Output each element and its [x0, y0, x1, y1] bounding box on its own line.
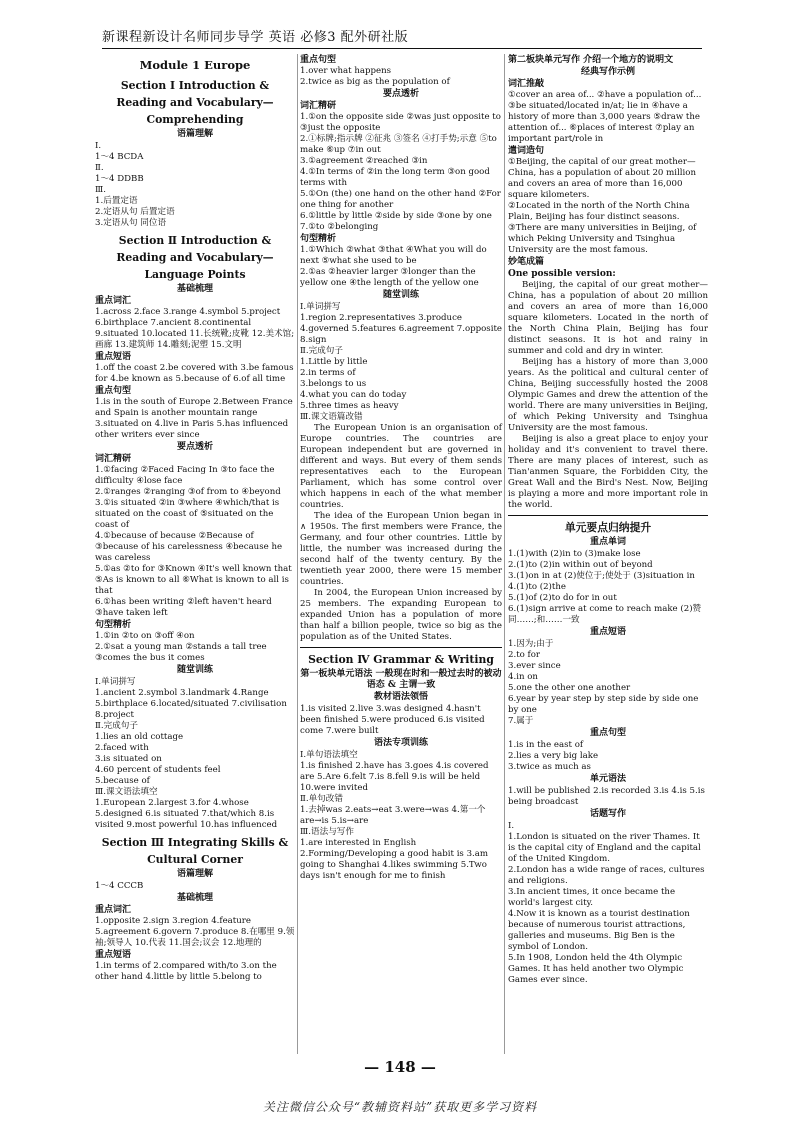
answer-line: 1.①facing ②Faced Facing In ③to face the difficulty ④lose face: [95, 465, 275, 486]
answer-line: 1.region 2.representatives 3.produce 4.governed 5.features 6.agreement 7.opposite 8.sign: [300, 313, 502, 345]
answer-line: 2.in terms of: [300, 368, 356, 378]
answer-line: 5.one the other one another: [508, 683, 631, 693]
answer-line: 5.In 1908, London held the 4th Olympic Games. It has held another two Olympic Games ever since.: [508, 953, 684, 985]
answer-line: 2.faced with: [95, 743, 149, 753]
answer-line: ③There are many universities in Beijing, of which Peking University and Tsinghua University are the most famous.: [508, 223, 697, 255]
answer-column-1: [95, 54, 295, 983]
answer-line: 1～4 CCCB: [95, 881, 144, 891]
answer-line: 4.Now it is known as a tourist destination because of numerous tourist attractions, galleries and museums. Big Ben is the symbol of London.: [508, 909, 690, 952]
answer-line: 1.are interested in English 2.Forming/Developing a good habit is 3.am going to Shanghai 4.likes swimming 5.Two days isn't enough for me to finish: [300, 838, 489, 881]
answer-line: 1.①Which ②what ③that ④What you will do next ⑤what she used to be: [300, 245, 487, 266]
subheading: 重点短语: [589, 627, 626, 637]
subheading: 教材语法领悟: [373, 692, 428, 702]
answer-line: 7.①to ②belonging: [300, 222, 379, 232]
answer-line: 3.①agreement ②reached ③in: [300, 156, 428, 166]
answer-line: 1.①on the opposite side ②was just opposite to ③just the opposite: [300, 112, 501, 133]
subheading: 要点透析: [176, 442, 213, 452]
answer-column-2: [300, 54, 502, 882]
answer-line: 5.①as ②to for ③Known ④It's well known that ⑤As is known to all ⑥What is known to all is that: [95, 564, 292, 596]
answer-line: 4.what you can do today: [300, 390, 407, 400]
answer-line: 1.is in the east of: [508, 740, 584, 750]
answer-line: 5.three times as heavy: [300, 401, 399, 411]
label: One possible version:: [508, 269, 616, 279]
answer-line: 2.①标牌;指示牌 ②征兆 ③签名 ④打手势;示意 ⑤to make ⑥up ⑦in out: [300, 134, 497, 155]
answer-line: Ⅲ.语法与写作: [300, 827, 354, 837]
answer-line: Ⅱ.完成句子: [300, 346, 343, 356]
subheading: 话题写作: [589, 809, 626, 819]
answer-line: 1.后置定语: [95, 196, 138, 206]
answer-line: 1.ancient 2.symbol 3.landmark 4.Range 5.birthplace 6.located/situated 7.civilisation 8.project: [95, 688, 287, 720]
answer-line: 1.lies an old cottage: [95, 732, 184, 742]
section-heading: Section Ⅱ Introduction & Reading and Vocabulary—Language Points: [116, 234, 274, 281]
answer-column-3: [508, 54, 708, 986]
label: 句型精析: [300, 234, 337, 244]
answer-line: 3.twice as much as: [508, 762, 591, 772]
subheading: 语篇理解: [176, 129, 213, 139]
answer-line: 7.属于: [508, 716, 534, 726]
answer-line: Ⅰ.: [508, 821, 515, 831]
label: 句型精析: [95, 620, 132, 630]
answer-line: 2.(1)to (2)in within out of beyond: [508, 560, 653, 570]
paragraph: In 2004, the European Union increased by 25 members. The expanding European to expanded Union has a population of more than half a billion people, twice so big as the population as of the United States.: [300, 588, 502, 642]
answer-line: 3.ever since: [508, 661, 561, 671]
answer-line: 6.①has been writing ②left haven't heard ③have taken left: [95, 597, 272, 618]
answer-line: Ⅰ.单词拼写: [300, 302, 341, 312]
answer-line: 1.Little by little: [300, 357, 368, 367]
label: 遣词造句: [508, 146, 545, 156]
answer-line: 3.is situated on: [95, 754, 162, 764]
answer-line: 3.①is situated ②in ③where ④which/that is situated on the coast of ⑤situated on the coast of: [95, 498, 280, 530]
section-heading: Section Ⅰ Introduction & Reading and Vocabulary—Comprehending: [116, 79, 274, 126]
page-header: 新课程新设计名师同步导学 英语 必修3 配外研社版: [102, 26, 702, 49]
label: 重点词汇: [95, 905, 132, 915]
section-rule: [508, 515, 708, 516]
subheading: 基础梳理: [176, 893, 213, 903]
module-title: Module 1 Europe: [139, 58, 251, 72]
answer-line: 5.because of: [95, 776, 150, 786]
answer-line: 1.去掉was 2.eats→eat 3.were→was 4.第一个are→is 5.is→are: [300, 805, 486, 826]
answer-line: 2.定语从句 后置定语: [95, 207, 175, 217]
answer-line: 4.①because of because ②Because of ③because of his carelessness ④because he was careless: [95, 531, 283, 563]
answer-line: 2.lies a very big lake: [508, 751, 599, 761]
answer-line: 1.is visited 2.live 3.was designed 4.hasn't been finished 5.were produced 6.is visited come 7.were built: [300, 704, 485, 736]
answer-line: ①cover an area of... ②have a population of... ③be situated/located in/at; lie in ④have a history of more than 3,000 years ⑤draw the attention of... ⑥places of interest ⑦play an important part/role in: [508, 90, 702, 144]
answer-line: Ⅰ.: [95, 141, 102, 151]
answer-line: 2.London has a wide range of races, cultures and religions.: [508, 865, 705, 886]
paragraph: The European Union is an organisation of Europe countries. The countries are European independent but are governed in different and ways. But every of them sends representatives each to the European Parliament, which has some control over which happens in each of the what member countries.: [300, 423, 502, 510]
answer-line: 1.(1)with (2)in to (3)make lose: [508, 549, 641, 559]
subheading: 语法专项训练: [373, 738, 428, 748]
answer-line: 5.(1)of (2)to do for in out: [508, 593, 617, 603]
answer-line: 1.European 2.largest 3.for 4.whose 5.designed 6.is situated 7.that/which 8.is visited 9.most powerful 10.has influenced: [95, 798, 278, 830]
column-divider: [504, 54, 505, 1054]
paragraph: The idea of the European Union began in ∧ 1950s. The first members were France, the Germany, and four other countries. Little by little, the number was increased during the second half of the twenty century. By the twentieth year 2000, there were 15 member countries.: [300, 511, 502, 587]
answer-line: 1.因为;由于: [508, 639, 554, 649]
answer-line: 1.will be published 2.is recorded 3.is 4.is 5.is being broadcast: [508, 786, 705, 807]
answer-line: 6.(1)sign arrive at come to reach make (2)赞同……;和……一致: [508, 604, 702, 625]
answer-line: 1.in terms of 2.compared with/to 3.on the other hand 4.little by little 5.belong to: [95, 961, 277, 982]
paragraph: Beijing, the capital of our great mother—China, has a population of about 20 million and covers an area of more than 16,000 square kilometers. Located in the north of the North China Plain, Beijing has four distinct seasons. It is hot and rainy in summer and cold and dry in winter.: [508, 280, 708, 356]
answer-line: 4.in on: [508, 672, 538, 682]
section-heading: 单元要点归纳提升: [564, 521, 652, 534]
section-heading: Section Ⅳ Grammar & Writing: [308, 653, 494, 666]
answer-line: Ⅲ.课文语篇改错: [300, 412, 363, 422]
answer-line: Ⅱ.: [95, 163, 104, 173]
subheading: 第一板块单元语法 一般现在时和一般过去时的被动语态 & 主谓一致: [300, 669, 502, 690]
answer-line: 6.year by year step by step side by side one by one: [508, 694, 699, 715]
section-heading: Section Ⅲ Integrating Skills & Cultural Corner: [101, 836, 289, 866]
answer-line: 1.off the coast 2.be covered with 3.be famous for 4.be known as 5.because of 6.of all time: [95, 363, 294, 384]
subheading: 随堂训练: [176, 665, 213, 675]
subheading: 单元语法: [589, 774, 626, 784]
answer-line: 2.twice as big as the population of: [300, 77, 450, 87]
answer-line: 1～4 DDBB: [95, 174, 144, 184]
label: 词汇精研: [95, 454, 132, 464]
answer-line: 1～4 BCDA: [95, 152, 144, 162]
label: 重点词汇: [95, 296, 132, 306]
subheading: 要点透析: [382, 89, 419, 99]
answer-line: 4.①In terms of ②in the long term ③on good terms with: [300, 167, 490, 188]
answer-line: 6.①little by little ②side by side ③one by one: [300, 211, 492, 221]
subheading: 基础梳理: [176, 284, 213, 294]
answer-line: Ⅲ.: [95, 185, 107, 195]
label: 词汇推敲: [508, 79, 545, 89]
label: 重点句型: [95, 386, 132, 396]
subheading: 随堂训练: [382, 290, 419, 300]
answer-line: 5.①On (the) one hand on the other hand ②For one thing for another: [300, 189, 501, 210]
label: 词汇精研: [300, 101, 337, 111]
answer-line: 2.①ranges ②ranging ③of from to ④beyond: [95, 487, 281, 497]
subheading: 语篇理解: [176, 869, 213, 879]
answer-line: Ⅰ.单句语法填空: [300, 750, 358, 760]
answer-line: 1.is finished 2.have has 3.goes 4.is covered are 5.Are 6.felt 7.is 8.fell 9.is will be held 10.were invited: [300, 761, 489, 793]
page-number: — 148 —: [364, 1058, 436, 1076]
label: 妙笔成篇: [508, 257, 545, 267]
label: 重点短语: [95, 352, 132, 362]
answer-line: 1.across 2.face 3.range 4.symbol 5.project 6.birthplace 7.ancient 8.continental 9.situated 10.located 11.长统靴;皮靴 12.美术馆;画廊 13.建筑师 14.雕刻;泥塑 15.文明: [95, 307, 295, 350]
answer-line: 1.opposite 2.sign 3.region 4.feature 5.agreement 6.govern 7.produce 8.在哪里 9.领袖;领导人 10.代表 11.国会;议会 12.地理的: [95, 916, 295, 948]
answer-line: 3.定语从句 同位语: [95, 218, 167, 228]
answer-line: 1.is in the south of Europe 2.Between France and Spain is another mountain range 3.situated on 4.live in Paris 5.has influenced other writers ever since: [95, 397, 293, 440]
answer-line: 3.In ancient times, it once became the world's largest city.: [508, 887, 676, 908]
answer-line: 3.belongs to us: [300, 379, 367, 389]
label: 重点句型: [300, 55, 337, 65]
answer-line: 1.①in ②to on ③off ④on: [95, 631, 195, 641]
subheading: 经典写作示例: [580, 67, 635, 77]
answer-line: 2.①as ②heavier larger ③longer than the yellow one ④the length of the yellow one: [300, 267, 479, 288]
answer-line: Ⅰ.单词拼写: [95, 677, 136, 687]
answer-line: 1.over what happens: [300, 66, 392, 76]
answer-line: 4.60 percent of students feel: [95, 765, 221, 775]
answer-line: ②Located in the north of the North China Plain, Beijing has four distinct seasons.: [508, 201, 690, 222]
label: 重点短语: [95, 950, 132, 960]
answer-line: 3.(1)on in at (2)使位于;使处于 (3)situation in: [508, 571, 695, 581]
answer-line: 1.London is situated on the river Thames. It is the capital city of England and the capital of the United Kingdom.: [508, 832, 701, 864]
answer-line: Ⅱ.完成句子: [95, 721, 138, 731]
subheading: 重点单词: [589, 537, 626, 547]
answer-line: ①Beijing, the capital of our great mother—China, has a population of about 20 million and covers an area of more than 16,000 square kilometers.: [508, 157, 696, 200]
answer-line: 4.(1)to (2)the: [508, 582, 566, 592]
answer-line: Ⅲ.课文语法填空: [95, 787, 158, 797]
answer-line: Ⅱ.单句改错: [300, 794, 343, 804]
paragraph: Beijing has a history of more than 3,000 years. As the political and cultural center of China, Beijing successfully hosted the 2008 Olympic Games and drew the attention of the world. There are many universities in Beijing, of which Peking University and Tsinghua University are the most famous.: [508, 357, 708, 433]
answer-line: 2.①sat a young man ②stands a tall tree ③comes the bus it comes: [95, 642, 267, 663]
section-rule: [300, 647, 502, 648]
subheading: 重点句型: [589, 728, 626, 738]
label: 第二板块单元写作 介绍一个地方的说明文: [508, 55, 674, 65]
column-divider: [297, 54, 298, 1054]
answer-line: 2.to for: [508, 650, 541, 660]
paragraph: Beijing is also a great place to enjoy your holiday and it's convenient to travel there. There are many places of interest, such as Tian'anmen Square, the Forbidden City, the Great Wall and the Bird's Nest. Now, Beijing is playing a more and more important role in the world.: [508, 434, 708, 510]
footer-note: 关注微信公众号“教辅资料站”获取更多学习资料: [262, 1100, 538, 1114]
